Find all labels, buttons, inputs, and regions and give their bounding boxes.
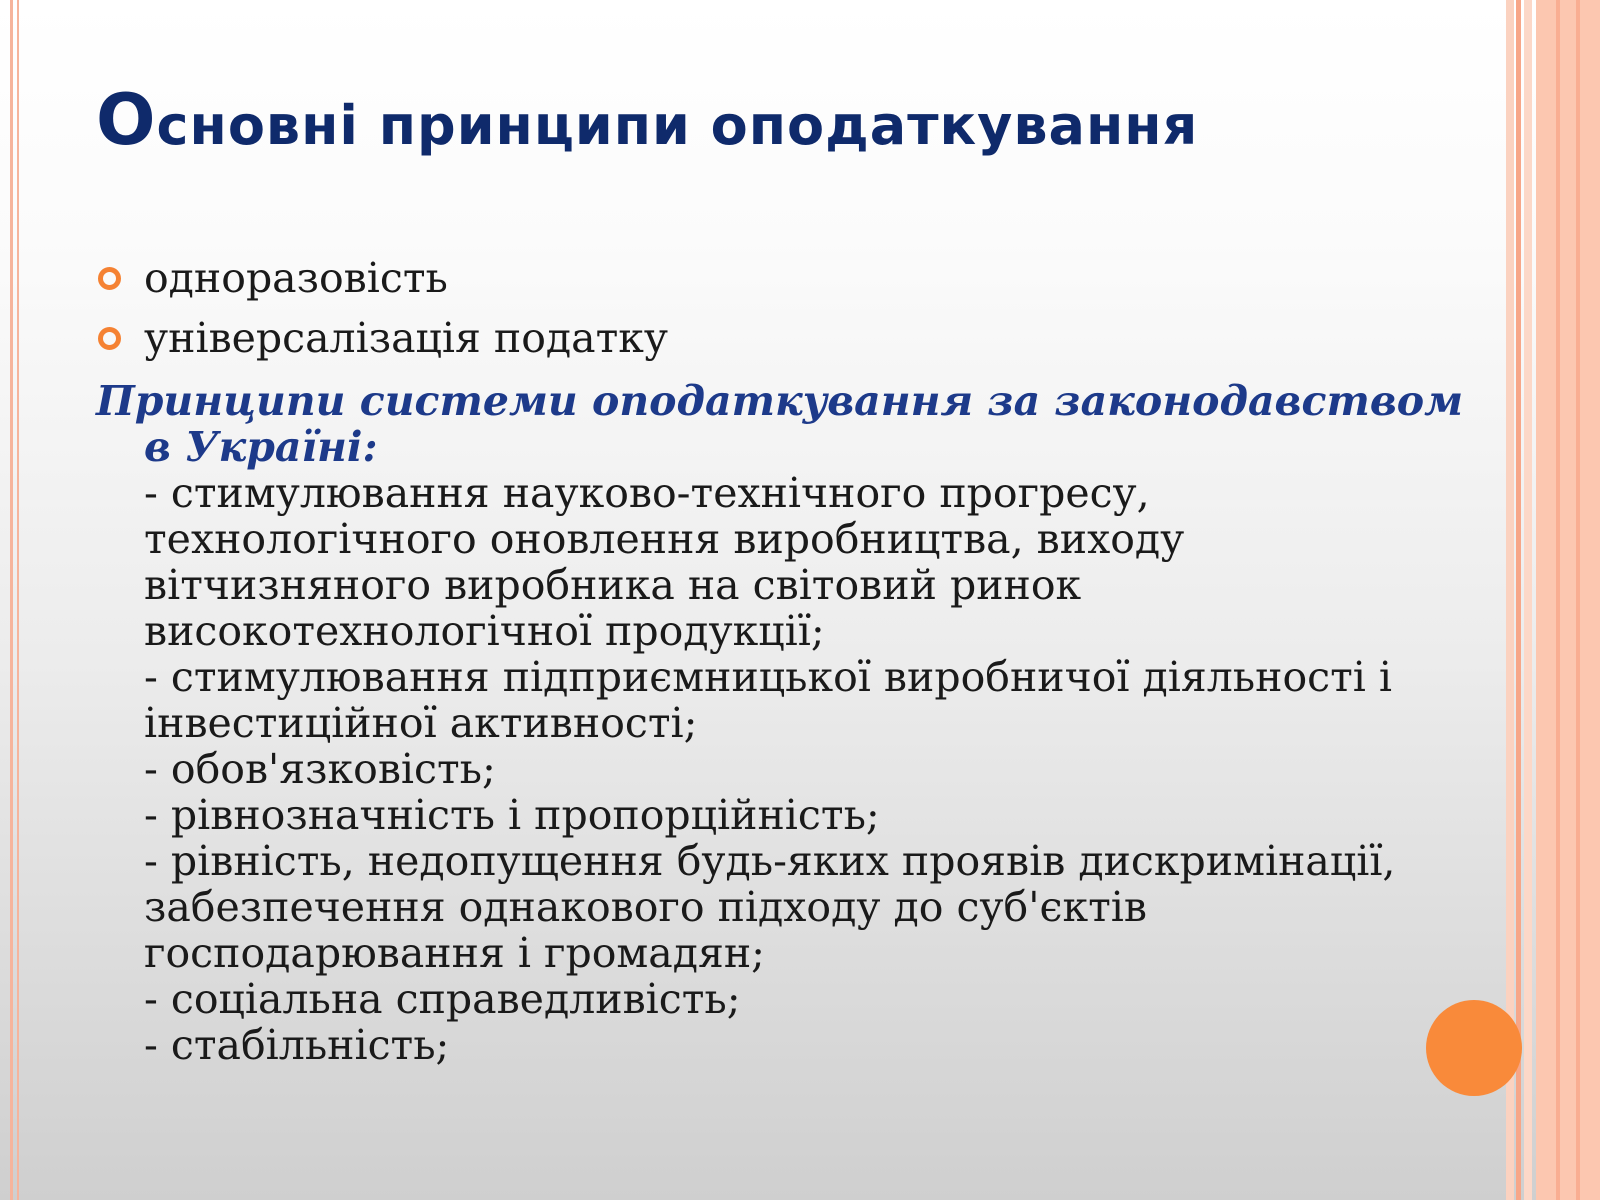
orange-ring-bullet-icon bbox=[98, 327, 121, 350]
list-item: - стабільність; bbox=[144, 1021, 450, 1069]
right-border-band bbox=[1536, 0, 1600, 1200]
right-border-band bbox=[1576, 0, 1580, 1200]
orange-ring-bullet-icon bbox=[98, 267, 121, 290]
orange-circle-icon bbox=[1426, 1000, 1522, 1096]
title-initial: О bbox=[96, 79, 157, 161]
list-item: - рівність, недопущення будь-яких проявів дискримінації, забезпечення однакового підходу до суб'єктів господарювання і громадян; bbox=[144, 837, 1396, 977]
principles-list bbox=[96, 470, 1476, 1068]
list-item: - соціальна справедливість; bbox=[144, 975, 741, 1023]
slide-content bbox=[96, 248, 1476, 1068]
list-item: - обов'язковість; bbox=[144, 745, 496, 793]
bullet-list bbox=[96, 248, 1476, 368]
bullet-text: універсалізація податку bbox=[144, 314, 669, 362]
list-item bbox=[96, 248, 1476, 308]
list-item: - стимулювання підприємницької виробничої діяльності і інвестиційної активності; bbox=[144, 653, 1393, 747]
right-border-band bbox=[1516, 0, 1521, 1200]
right-border-band bbox=[1556, 0, 1560, 1200]
list-item bbox=[96, 308, 1476, 368]
list-item: - рівнозначність і пропорційність; bbox=[144, 791, 880, 839]
title-rest: сновні принципи оподаткування bbox=[156, 94, 1199, 157]
subheading: Принципи системи оподаткування за законодавством в Україні: bbox=[96, 377, 1464, 471]
bullet-text: одноразовість bbox=[144, 254, 448, 302]
right-border-band bbox=[1524, 0, 1532, 1200]
left-border-line bbox=[10, 0, 13, 1200]
slide-title bbox=[96, 79, 1199, 164]
left-border-line bbox=[17, 0, 19, 1200]
list-item: - стимулювання науково-технічного прогресу, технологічного оновлення виробництва, виходу вітчизняного виробника на світовий ринок високотехнологічної продукції; bbox=[144, 469, 1185, 655]
